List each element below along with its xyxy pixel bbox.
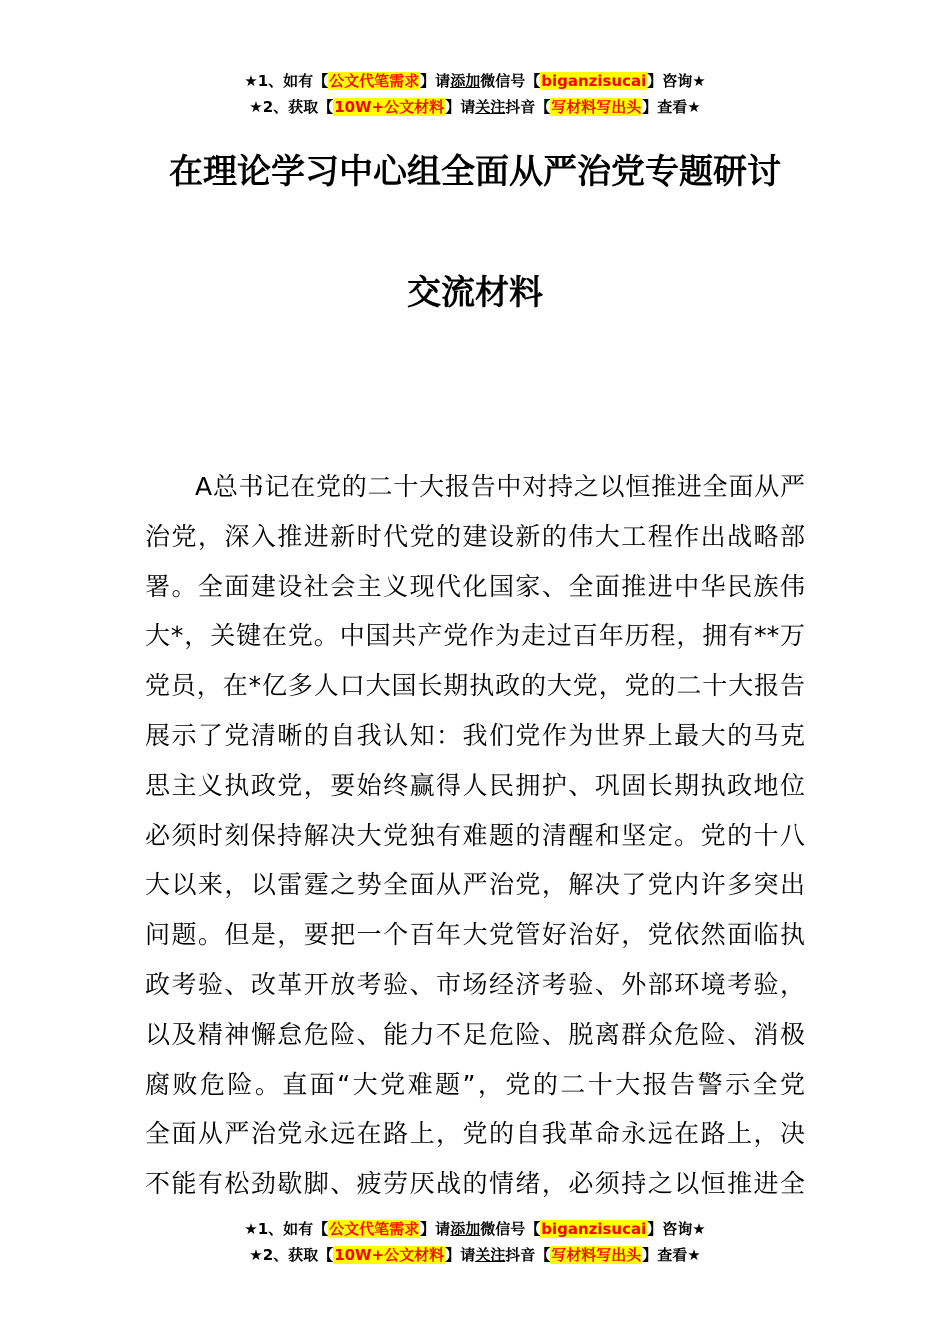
banner-highlight: biganzisucai [541,72,647,90]
banner-highlight: 10W+公文材料 [334,98,445,116]
banner-underline: 关注 [475,1246,506,1264]
banner-text: 】请 [445,98,476,116]
header-banner-line-2 [0,94,950,120]
body-line: 大以来，以雷霆之势全面从严治党，解决了党内许多突出 [145,870,805,900]
body-line: 必须时刻保持解决大党独有难题的清醒和坚定。党的十八 [145,820,805,850]
banner-highlight: 10W+公文材料 [334,1246,445,1264]
banner-text: ★2、获取【 [249,98,334,116]
body-line: 以及精神懈怠危险、能力不足危险、脱离群众危险、消极 [145,1019,805,1049]
banner-underline: 关注 [475,98,506,116]
banner-text: ★1、如有【 [244,72,329,90]
document-title-line-1: 在理论学习中心组全面从严治党专题研讨 [169,152,781,192]
banner-underline: 添加 [450,72,481,90]
body-line: 腐败危险。直面“大党难题”，党的二十大报告警示全党 [145,1069,805,1099]
banner-highlight: 写材料写出头 [551,98,642,116]
body-line: 署。全面建设社会主义现代化国家、全面推进中华民族伟 [145,571,805,601]
banner-text: 抖音【 [505,1246,551,1264]
document-title-line-2: 交流材料 [407,273,543,313]
banner-text: 】请 [445,1246,476,1264]
banner-text: 】查看★ [642,98,701,116]
body-line: 不能有松劲歇脚、疲劳厌战的情绪，必须持之以恒推进全 [145,1169,805,1199]
body-line: 展示了党清晰的自我认知：我们党作为世界上最大的马克 [145,720,805,750]
banner-text: ★1、如有【 [244,1220,329,1238]
footer-banner-line-1 [0,1216,950,1242]
banner-text: 微信号【 [480,1220,541,1238]
banner-highlight: 公文代笔需求 [329,72,420,90]
header-banner [0,68,950,120]
body-line: 思主义执政党，要始终赢得人民拥护、巩固长期执政地位 [145,770,805,800]
banner-highlight: biganzisucai [541,1220,647,1238]
banner-text: 】请 [420,1220,451,1238]
footer-banner [0,1216,950,1268]
banner-text: ★2、获取【 [249,1246,334,1264]
banner-highlight: 写材料写出头 [551,1246,642,1264]
body-line: A总书记在党的二十大报告中对持之以恒推进全面从严 [195,472,805,501]
body-line: 问题。但是，要把一个百年大党管好治好，党依然面临执 [145,920,805,950]
body-line: 党员，在*亿多人口大国长期执政的大党，党的二十大报告 [145,671,805,701]
banner-text: 微信号【 [480,72,541,90]
body-line: 大*，关键在党。中国共产党作为走过百年历程，拥有**万 [145,621,805,651]
banner-underline: 添加 [450,1220,481,1238]
body-line: 全面从严治党永远在路上，党的自我革命永远在路上，决 [145,1119,805,1149]
banner-highlight: 公文代笔需求 [329,1220,420,1238]
banner-text: 】咨询★ [647,72,706,90]
body-line: 政考验、改革开放考验、市场经济考验、外部环境考验， [145,969,805,999]
header-banner-line-1 [0,68,950,94]
body-paragraph [145,462,805,1209]
banner-text: 】咨询★ [647,1220,706,1238]
body-line: 治党，深入推进新时代党的建设新的伟大工程作出战略部 [145,521,805,551]
footer-banner-line-2 [0,1242,950,1268]
banner-text: 】请 [420,72,451,90]
banner-text: 抖音【 [505,98,551,116]
banner-text: 】查看★ [642,1246,701,1264]
